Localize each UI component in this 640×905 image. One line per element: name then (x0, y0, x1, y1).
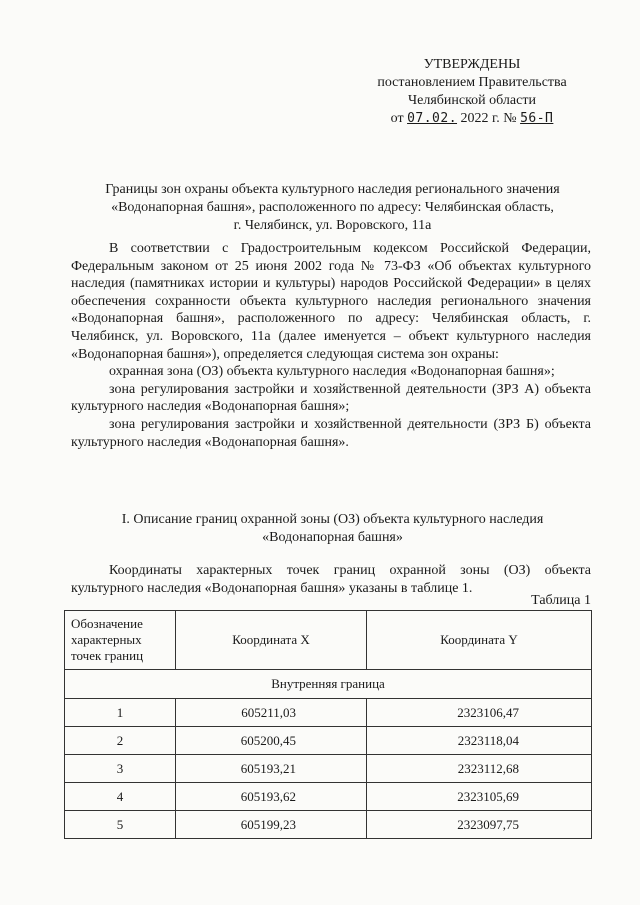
table-row (65, 727, 592, 755)
year-text: 2022 г. № (460, 111, 517, 126)
table-intro-text: Координаты характерных точек границ охранной зоны (ОЗ) объекта культурного наследия «Водонапорная башня» указаны в таблице 1. (71, 563, 591, 596)
coordinate-y: 2323097,75 (367, 811, 592, 839)
point-number: 5 (65, 811, 176, 839)
coordinates-table (64, 610, 592, 839)
table-caption: Таблица 1 (531, 593, 591, 608)
header-points: Обозначение характерных точек границ (65, 611, 176, 670)
document-title (60, 181, 605, 235)
point-number: 1 (65, 699, 176, 727)
coordinate-y: 2323118,04 (367, 727, 592, 755)
table-row (65, 811, 592, 839)
approval-by-line2: Челябинской области (408, 93, 536, 108)
coordinate-x: 605199,23 (176, 811, 367, 839)
coordinate-y: 2323105,69 (367, 783, 592, 811)
zone-item-zrz-b: зона регулирования застройки и хозяйственной деятельности (ЗРЗ Б) объекта культурного наследия «Водонапорная башня». (71, 416, 591, 450)
approval-by-line1: постановлением Правительства (377, 75, 567, 90)
zone-item-zrz-a: зона регулирования застройки и хозяйственной деятельности (ЗРЗ А) объекта культурного наследия «Водонапорная башня»; (71, 381, 591, 415)
header-x: Координата X (176, 611, 367, 670)
table-row (65, 755, 592, 783)
section-heading-line1: I. Описание границ охранной зоны (ОЗ) объекта культурного наследия (121, 512, 544, 527)
table-row (65, 699, 592, 727)
table-row (65, 783, 592, 811)
approval-block (352, 56, 592, 128)
section-heading (60, 511, 605, 547)
coordinate-x: 605200,45 (176, 727, 367, 755)
coordinate-x: 605211,03 (176, 699, 367, 727)
approval-date-line (352, 110, 592, 128)
coordinate-y: 2323112,68 (367, 755, 592, 783)
coordinate-x: 605193,62 (176, 783, 367, 811)
table-subheader-row (65, 670, 592, 699)
header-y: Координата Y (367, 611, 592, 670)
coordinate-x: 605193,21 (176, 755, 367, 783)
title-line1: Границы зон охраны объекта культурного наследия регионального значения (105, 182, 560, 197)
section-heading-line2: «Водонапорная башня» (262, 530, 403, 545)
date-prefix: от (390, 111, 404, 126)
approval-date: 07.02. (407, 111, 458, 126)
point-number: 2 (65, 727, 176, 755)
resolution-number: 56-П (520, 111, 554, 126)
body-text (71, 240, 591, 451)
paragraph-intro: В соответствии с Градостроительным кодексом Российской Федерации, Федеральным законом от 25 июня 2002 года № 73-ФЗ «Об объектах культурного наследия (памятниках истории и культуры) народов Российской Федерации» в целях обеспечения сохранности объекта культурного наследия регионального значения «Водонапорная башня», расположенного по адресу: Челябинская область, г. Челябинск, ул. Воровского, 11а (далее именуется – объект культурного наследия «Водонапорная башня»), определяется следующая система зон охраны: (71, 241, 591, 362)
table-intro (71, 562, 591, 597)
title-line3: г. Челябинск, ул. Воровского, 11а (233, 218, 432, 233)
zone-item-oz: охранная зона (ОЗ) объекта культурного наследия «Водонапорная башня»; (109, 364, 555, 380)
approval-heading: УТВЕРЖДЕНЫ (423, 57, 521, 72)
subheader-inner-boundary: Внутренняя граница (65, 670, 592, 699)
coordinate-y: 2323106,47 (367, 699, 592, 727)
title-line2: «Водонапорная башня», расположенного по адресу: Челябинская область, (111, 200, 554, 215)
point-number: 3 (65, 755, 176, 783)
table-header-row (65, 611, 592, 670)
point-number: 4 (65, 783, 176, 811)
